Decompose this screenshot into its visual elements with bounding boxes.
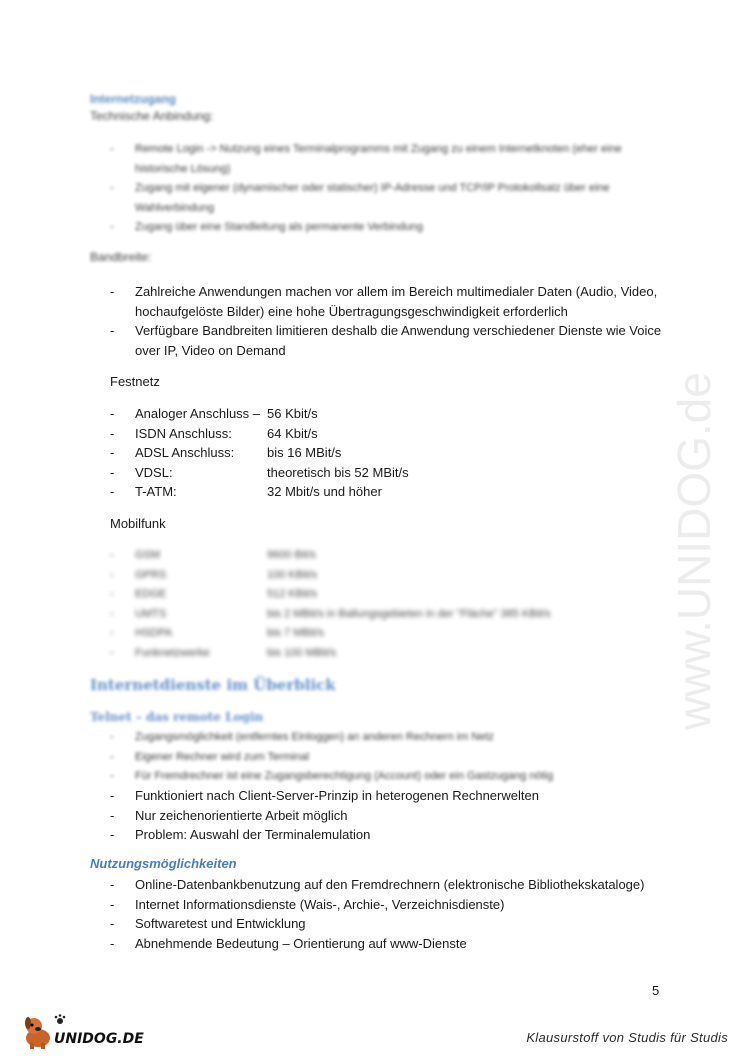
list-item: - Eigener Rechner wird zum Terminal	[110, 750, 310, 763]
list-item: - Zahlreiche Anwendungen machen vor allem im Bereich multimedialer Daten (Audio, Video, hochaufgelöste Bilder) eine hohe Übertragungsgeschwindigkeit erforderlich	[110, 284, 658, 319]
festnetz-label: Festnetz	[110, 374, 160, 389]
telnet-list	[110, 786, 670, 845]
table-row: - HSDPA bis 7 MBit/s	[110, 627, 324, 639]
section-heading-bandbreite: Bandbreite:	[90, 250, 152, 264]
table-row: - VDSL: theoretisch bis 52 MBit/s	[110, 464, 409, 480]
list-item: - Zugang über eine Standleitung als permanente Verbindung	[110, 221, 424, 233]
svg-text:www.UNIDOG.de: www.UNIDOG.de	[668, 372, 720, 730]
table-row: - ADSL Anschluss: bis 16 MBit/s	[110, 445, 342, 460]
watermark	[640, 270, 750, 740]
festnetz-table	[110, 404, 670, 502]
table-row: - Funknetzwerke bis 100 MBit/s	[110, 646, 337, 659]
table-row: - UMTS bis 2 MBit/s in Ballungsgebieten in der "Fläche" 385 KBit/s	[110, 607, 551, 620]
list-item: - Abnehmende Bedeutung – Orientierung auf www-Dienste	[110, 935, 467, 951]
list-item: - Online-Datenbankbenutzung auf den Fremdrechnern (elektronische Bibliothekskataloge)	[110, 877, 645, 892]
table-row: - ISDN Anschluss: 64 Kbit/s	[110, 425, 318, 441]
table-row: - GPRS 100 KBit/s	[110, 568, 318, 581]
list-item: - Nur zeichenorientierte Arbeit möglich	[110, 807, 348, 823]
table-row: - GSM 9600 Bit/s	[110, 549, 316, 561]
table-row: - Analoger Anschluss – 56 Kbit/s	[110, 406, 318, 421]
list-item: - Softwaretest und Entwicklung	[110, 916, 306, 931]
section-heading-internetzugang: Internetzugang	[90, 92, 176, 106]
list-item: - Internet Informationsdienste (Wais-, Archie-, Verzeichnisdienste)	[110, 896, 505, 912]
subheading-telnet: Telnet – das remote Login	[90, 710, 264, 724]
bandbreite-list	[110, 282, 670, 360]
table-row: - T-ATM: 32 Mbit/s und höher	[110, 484, 382, 499]
list-item: - Remote Login -> Nutzung eines Terminalprogramms mit Zugang zu einem Internetknoten (eher eine historische Lösung)	[110, 143, 622, 175]
unidog-logo	[22, 1012, 152, 1052]
page-number: 5	[652, 983, 660, 998]
dog-logo-icon	[22, 1012, 152, 1052]
table-row: - EDGE 512 KBit/s	[110, 588, 318, 600]
nutzung-list	[110, 875, 670, 953]
internet-list	[110, 140, 670, 238]
svg-text:UNIDOG.DE: UNIDOG.DE	[54, 1031, 144, 1047]
list-item: - Problem: Auswahl der Terminalemulation	[110, 827, 371, 842]
list-item: - Für Fremdrechner ist eine Zugangsberechtigung (Account) oder ein Gastzugang nötig	[110, 770, 554, 782]
footer-tagline: Klausurstoff von Studis für Studis	[526, 1030, 728, 1045]
list-item: - Zugangsmöglichkeit (entferntes Einloggen) an anderen Rechnern im Netz	[110, 731, 494, 743]
section-heading-internetdienste: Internetdienste im Überblick	[90, 676, 336, 694]
mobilfunk-label: Mobilfunk	[110, 516, 166, 531]
section-heading-nutzung: Nutzungsmöglichkeiten	[90, 856, 237, 871]
list-item: - Funktioniert nach Client-Server-Prinzip in heterogenen Rechnerwelten	[110, 788, 539, 803]
list-item: - Verfügbare Bandbreiten limitieren deshalb die Anwendung verschiedener Dienste wie Voice over IP, Video on Demand	[110, 323, 662, 358]
list-item: - Zugang mit eigener (dynamischer oder statischer) IP-Adresse und TCP/IP Protokollsatz über eine Wahlverbindung	[110, 182, 610, 214]
telnet-list-blurred	[110, 728, 670, 787]
subheading-technische-anbindung: Technische Anbindung:	[90, 109, 214, 123]
mobilfunk-table	[110, 546, 670, 663]
